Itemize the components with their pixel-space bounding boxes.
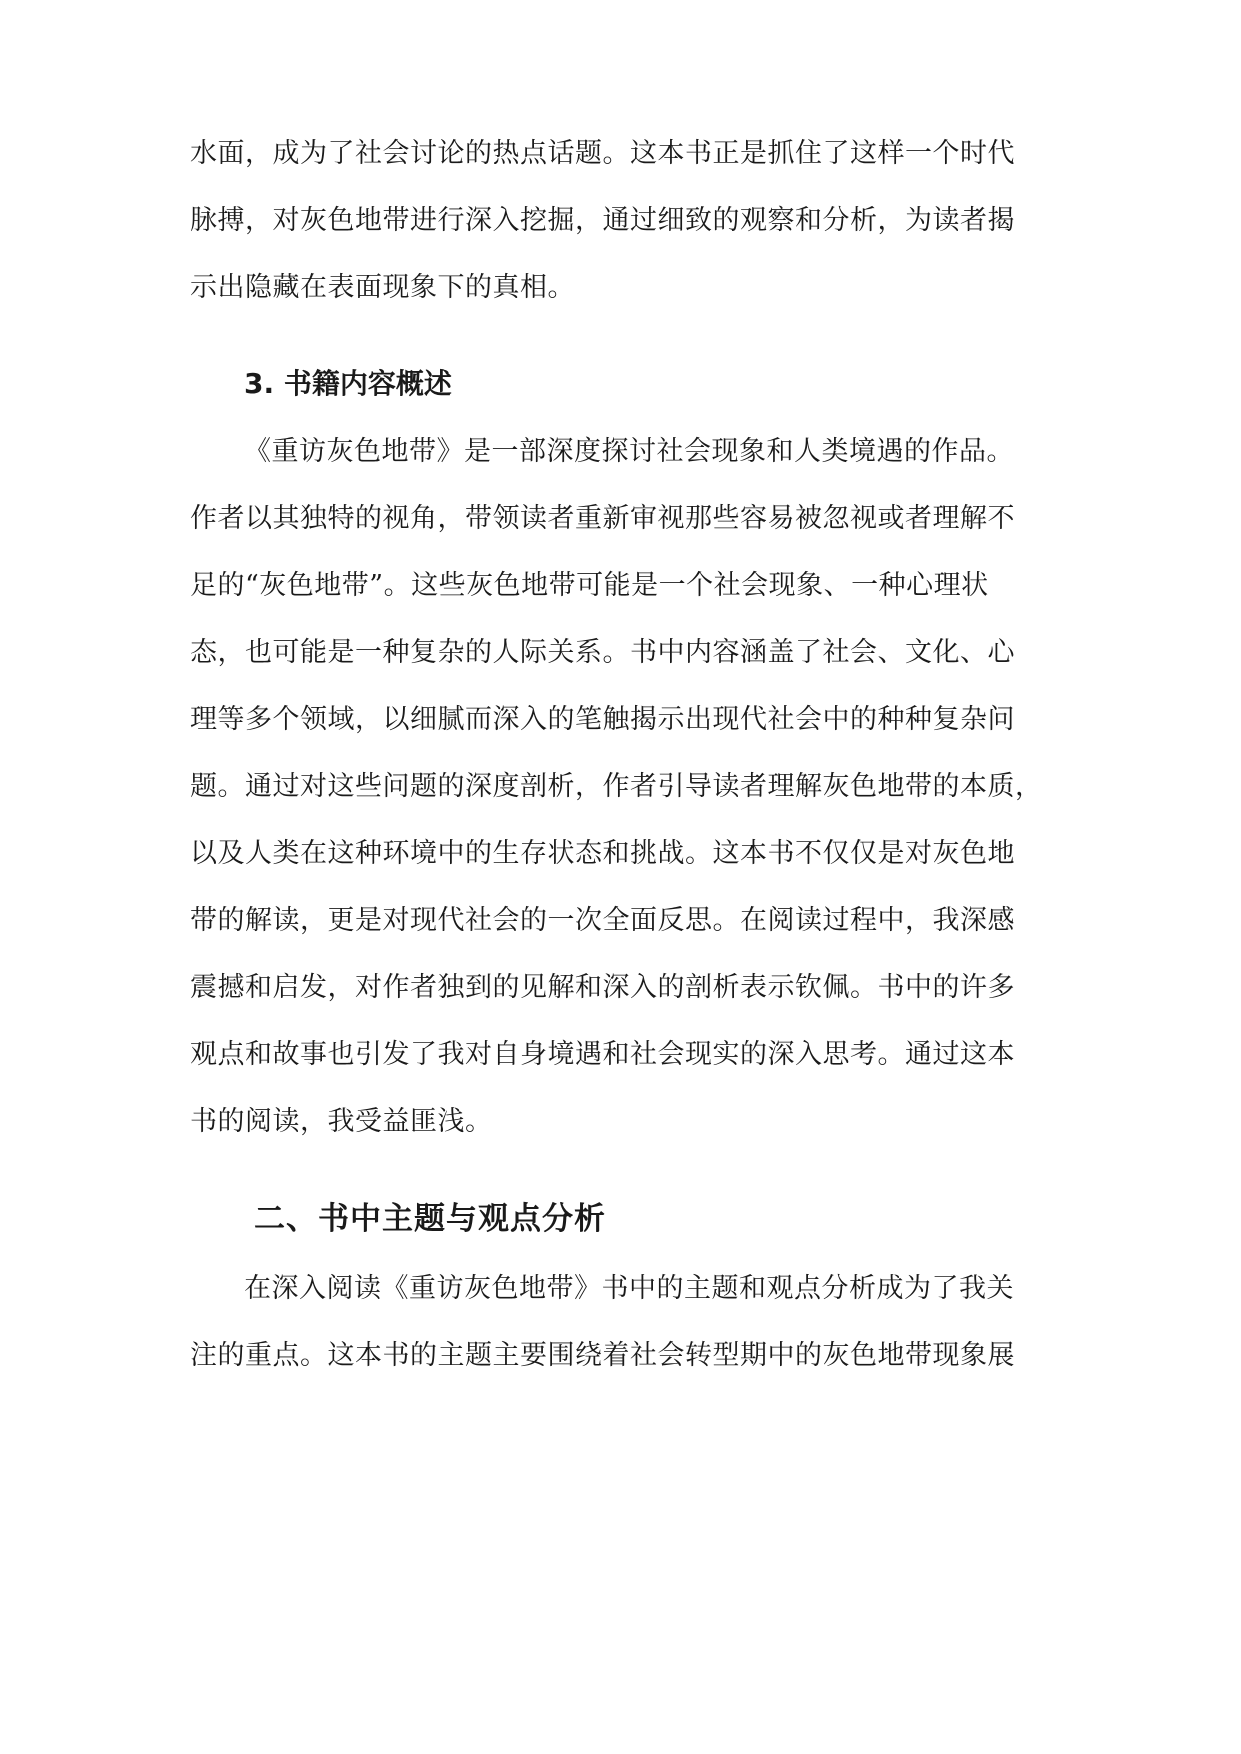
section-3-line-5: 理等多个领域，以细腻而深入的笔触揭示出现代社会中的种种复杂问 — [190, 704, 1015, 735]
section-3-line-11: 书的阅读，我受益匪浅。 — [190, 1106, 493, 1137]
section-3-line-8: 带的解读，更是对现代社会的一次全面反思。在阅读过程中，我深感 — [190, 905, 1015, 936]
intro-line-2: 脉搏，对灰色地带进行深入挖掘，通过细致的观察和分析，为读者揭 — [190, 205, 1015, 236]
intro-line-1: 水面，成为了社会讨论的热点话题。这本书正是抓住了这样一个时代 — [190, 138, 1015, 169]
intro-line-3: 示出隐藏在表面现象下的真相。 — [190, 272, 575, 303]
section-3-line-10: 观点和故事也引发了我对自身境遇和社会现实的深入思考。通过这本 — [190, 1039, 1015, 1070]
section-2-line-1: 在深入阅读《重访灰色地带》书中的主题和观点分析成为了我关 — [244, 1273, 1014, 1304]
section-3-heading: 3. 书籍内容概述 — [244, 367, 452, 400]
section-3-line-4: 态，也可能是一种复杂的人际关系。书中内容涵盖了社会、文化、心 — [190, 637, 1015, 668]
section-3-line-9: 震撼和启发，对作者独到的见解和深入的剖析表示钦佩。书中的许多 — [190, 972, 1015, 1003]
section-3-line-7: 以及人类在这种环境中的生存状态和挑战。这本书不仅仅是对灰色地 — [190, 838, 1015, 869]
section-3-line-6: 题。通过对这些问题的深度剖析，作者引导读者理解灰色地带的本质， — [190, 771, 1043, 802]
section-3-line-1: 《重访灰色地带》是一部深度探讨社会现象和人类境遇的作品。 — [244, 436, 1014, 467]
section-3-line-3: 足的“灰色地带”。这些灰色地带可能是一个社会现象、一种心理状 — [190, 570, 989, 601]
section-3-line-2: 作者以其独特的视角，带领读者重新审视那些容易被忽视或者理解不 — [190, 503, 1015, 534]
section-2-heading: 二、书中主题与观点分析 — [254, 1201, 606, 1237]
section-2-line-2: 注的重点。这本书的主题主要围绕着社会转型期中的灰色地带现象展 — [190, 1340, 1015, 1371]
